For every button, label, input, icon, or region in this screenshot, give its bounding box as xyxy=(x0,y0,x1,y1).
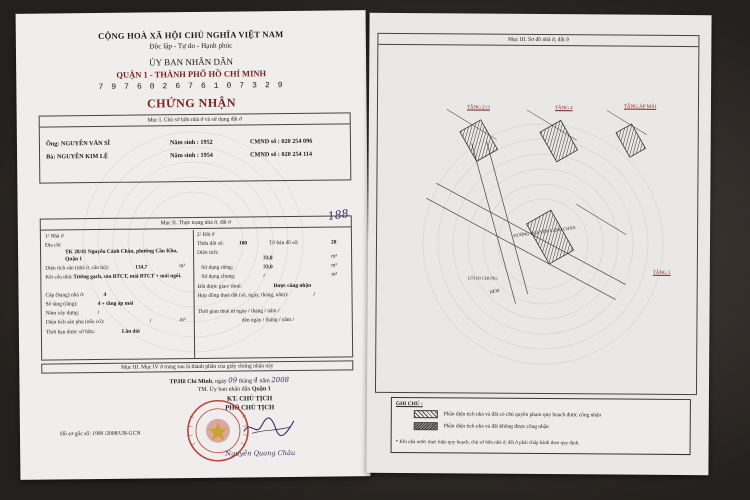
floor-label-1: TẦNG 1 xyxy=(652,270,671,276)
private-label: Sử dụng riêng: xyxy=(201,264,234,271)
owner-2-birth: Năm sinh : 1954 xyxy=(170,151,213,160)
grade-label: Cấp (hạng) nhà ở: xyxy=(45,292,85,299)
registry-number: Hồ sơ gốc số: 1999 /2008/UB-GCN xyxy=(59,430,141,438)
area-value: 33,0 xyxy=(263,255,273,262)
section-appendix-title: Mục III. Mục IV ở trang sau là thành phần của giấy chứng nhận này xyxy=(121,363,274,371)
plot-value: 100 xyxy=(238,240,248,247)
street-label-main: ĐƯỜNG NGUYỄN CẢNH CHÂN xyxy=(513,224,576,239)
street-line-2 xyxy=(426,198,617,299)
floors-value: 4 + tầng áp mái xyxy=(97,300,134,308)
floor-label-attic: TẦNG ÁP MÁI xyxy=(623,104,657,110)
section-appendix xyxy=(41,360,353,373)
shared-label: Sử dụng chung: xyxy=(201,273,236,280)
map-sheet-value: 20 xyxy=(330,239,337,246)
address-value: TK 28/41 Nguyễn Cảnh Chân, phường Cầu Kho, Quận 1 xyxy=(65,248,178,263)
owner-1-birth: Năm sinh : 1952 xyxy=(169,138,213,147)
plan-floor-2-3 xyxy=(460,120,498,161)
street-label-alley: HẺM xyxy=(489,287,500,295)
signer-name: Nguyễn Quang Châu xyxy=(225,448,296,458)
street-label-shared: LỐI ĐI CHUNG xyxy=(467,275,498,281)
motto: Độc lập - Tự do - Hạnh phúc xyxy=(149,41,233,51)
column-divider xyxy=(193,230,195,358)
handwritten-note: 188 xyxy=(326,206,350,223)
serial-number: 7 9 7 6 0 2 6 7 6 1 0 7 3 2 9 xyxy=(98,81,285,92)
contract-value: / xyxy=(313,291,316,298)
year-value: / xyxy=(97,309,100,317)
floor-area-value: 134,7 xyxy=(135,264,148,271)
aux-area-unit: m² xyxy=(179,317,186,324)
map-sheet-label: Tờ bản đồ số: xyxy=(268,239,299,247)
floor-area-label: Diện tích sàn (nhà ở, căn hộ): xyxy=(45,264,110,272)
term-value: Lâu dài xyxy=(121,328,140,335)
section-owners xyxy=(39,112,352,183)
shared-value: / xyxy=(263,273,265,280)
allocation-value: Được công nhận xyxy=(273,282,312,290)
owner-1-id: CMND số : 020 254 096 xyxy=(249,137,313,146)
legend-item-recognized: Phần diện tích nhà và đất có chủ quyền phạm quy hoạch được công nhận xyxy=(443,411,602,419)
issuing-body: TM. Ủy ban nhân dân Quận 1 xyxy=(197,386,271,393)
legend-swatch-not-recognized xyxy=(414,422,438,430)
site-plan-diagram xyxy=(375,53,699,355)
floor-area-unit: m² xyxy=(179,263,186,270)
certificate-title: CHỨNG NHẬN xyxy=(146,95,237,111)
term-label: Thời hạn được sở hữu: xyxy=(45,329,96,336)
plan-attic xyxy=(616,124,645,157)
structure-value: Tường gạch, sàn BTCT, mái BTCT + mái ngói. xyxy=(73,273,182,281)
issue-date: TP.Hồ Chí Minh, ngày 09 tháng 4 năm 2008 xyxy=(169,376,290,386)
plan-section-title: Mục III. Sơ đồ nhà ở, đất ở xyxy=(378,34,698,47)
section-property-title: Mục II. Thực trạng nhà ở, đất ở xyxy=(41,216,351,230)
certificate-right-page xyxy=(366,13,711,475)
address-label: Địa chỉ xyxy=(44,242,61,249)
signer-title-2: PHÓ CHỦ TỊCH xyxy=(225,404,275,412)
section-owners-title: Mục I. Chủ sở hữu nhà ở và sử dụng đất ở xyxy=(40,113,350,127)
year-label: Năm xây dựng: xyxy=(45,310,80,317)
legend-item-not-recognized: Phần diện tích nhà và đất không được công nhận xyxy=(443,423,549,431)
floors-label: Số tầng (tầng): xyxy=(45,301,78,308)
house-heading: 1/ Nhà ở xyxy=(44,233,64,240)
legend-swatch-recognized xyxy=(414,410,438,418)
lease-from: Thời gian thuê từ ngày / tháng / năm / xyxy=(197,308,280,315)
aux-area-label: Diện tích sàn phụ (nếu có): xyxy=(45,318,105,326)
private-value: 33,0 xyxy=(263,264,273,271)
section-property xyxy=(40,215,353,360)
area-label: Diện tích: xyxy=(197,249,219,256)
signature xyxy=(240,411,300,442)
authority: ỦY BAN NHÂN DÂN xyxy=(149,56,234,68)
structure-label: Kết cấu nhà: xyxy=(45,274,73,281)
private-unit: m² xyxy=(331,262,338,269)
shared-unit: m² xyxy=(331,271,338,278)
lease-to: đến ngày / tháng / năm / xyxy=(241,316,295,324)
owner-2-id: CMND số : 020 254 114 xyxy=(250,150,313,159)
grade-value: 4 xyxy=(103,291,107,298)
land-heading: 2/ Đất ở xyxy=(196,231,215,238)
contract-label: Hợp đồng thuê đất (số, ngày, tháng, năm): xyxy=(197,292,289,299)
floor-label-4: TẦNG 4 xyxy=(554,106,573,112)
legend-title: GHI CHÚ : xyxy=(395,401,423,408)
plan-floor-4 xyxy=(540,120,578,161)
floor-label-2-3: TẦNG 2+3 xyxy=(466,105,490,111)
owner-1-name: Ông: NGUYỄN VĂN SĨ xyxy=(45,139,110,148)
district: QUẬN 1 - THÀNH PHỐ HỒ CHÍ MINH xyxy=(116,68,267,80)
certificate-left-page xyxy=(16,10,371,480)
owner-2-name: Bà: NGUYỄN KIM LỆ xyxy=(46,152,109,161)
plot-label: Thửa đất số: xyxy=(196,240,224,247)
allocation-label: Đất được giao/ thuê: xyxy=(197,283,242,290)
area-unit: m² xyxy=(331,253,337,260)
country-heading: CỘNG HOÀ XÃ HỘI CHỦ NGHĨA VIỆT NAM xyxy=(98,29,284,41)
legend-footnote: * Khi nhà nước thực hiện quy hoạch, chủ sở hữu nhà ở, đất ở phải chấp hành theo quy định. xyxy=(395,440,580,447)
legend-box xyxy=(391,397,691,455)
signer-title-1: KT. CHỦ TỊCH xyxy=(226,395,273,403)
aux-area-value: / xyxy=(149,318,152,325)
